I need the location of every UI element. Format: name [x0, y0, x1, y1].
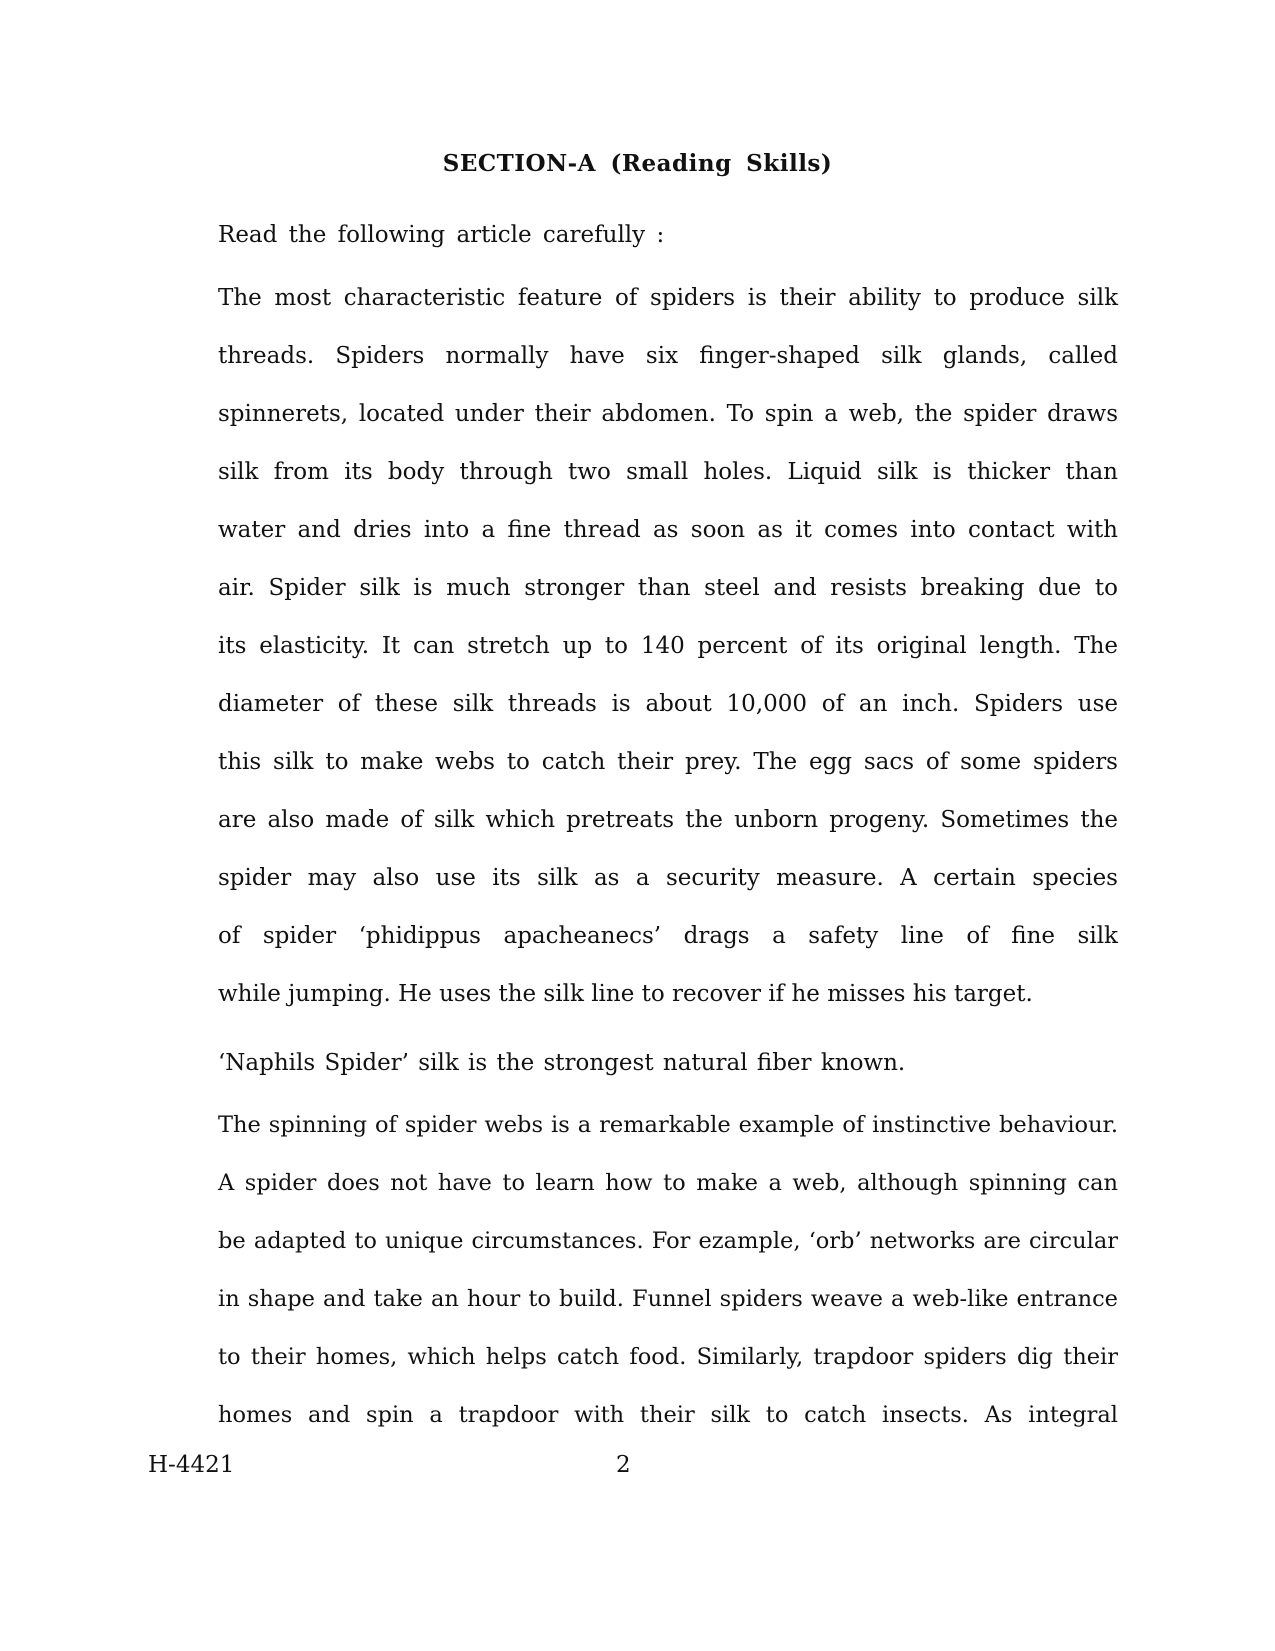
section-title: SECTION-A (Reading Skills) [442, 150, 833, 177]
paragraph-line: its elasticity. It can stretch up to 140 percent of its original length. The [218, 633, 1118, 659]
paragraph-line: diameter of these silk threads is about 10,000 of an inch. Spiders use [218, 691, 1118, 717]
paragraph-line: spider may also use its silk as a security measure. A certain species [218, 865, 1118, 891]
article-paragraph-3 [218, 1096, 1118, 1444]
page-number: 2 [616, 1452, 631, 1478]
paragraph-line: be adapted to unique circumstances. For ezample, ‘orb’ networks are circular [218, 1228, 1118, 1254]
paragraph-line: silk from its body through two small holes. Liquid silk is thicker than [218, 459, 1118, 485]
document-code: H-4421 [148, 1452, 235, 1478]
paragraph-line: spinnerets, located under their abdomen. To spin a web, the spider draws [218, 401, 1118, 427]
paragraph-line: The most characteristic feature of spiders is their ability to produce silk [218, 285, 1118, 311]
paragraph-line: A spider does not have to learn how to make a web, although spinning can [218, 1170, 1118, 1196]
article-paragraph-1 [218, 269, 1118, 1023]
paragraph-line: water and dries into a fine thread as soon as it comes into contact with [218, 517, 1118, 543]
paragraph-line: threads. Spiders normally have six finger-shaped silk glands, called [218, 343, 1118, 369]
paragraph-line: while jumping. He uses the silk line to recover if he misses his target. [218, 981, 1033, 1007]
paragraph-line: of spider ‘phidippus apacheanecs’ drags a safety line of fine silk [218, 923, 1118, 949]
instruction-text: Read the following article carefully : [218, 222, 665, 248]
paragraph-line: homes and spin a trapdoor with their silk to catch insects. As integral [218, 1402, 1118, 1428]
paragraph-line: are also made of silk which pretreats the unborn progeny. Sometimes the [218, 807, 1118, 833]
paragraph-line: in shape and take an hour to build. Funnel spiders weave a web-like entrance [218, 1286, 1118, 1312]
paragraph-line: to their homes, which helps catch food. Similarly, trapdoor spiders dig their [218, 1344, 1118, 1370]
paragraph-line: this silk to make webs to catch their prey. The egg sacs of some spiders [218, 749, 1118, 775]
paragraph-line: air. Spider silk is much stronger than steel and resists breaking due to [218, 575, 1118, 601]
paragraph-line: The spinning of spider webs is a remarkable example of instinctive behaviour. [218, 1112, 1118, 1138]
article-paragraph-2: ‘Naphils Spider’ silk is the strongest natural fiber known. [218, 1050, 906, 1076]
